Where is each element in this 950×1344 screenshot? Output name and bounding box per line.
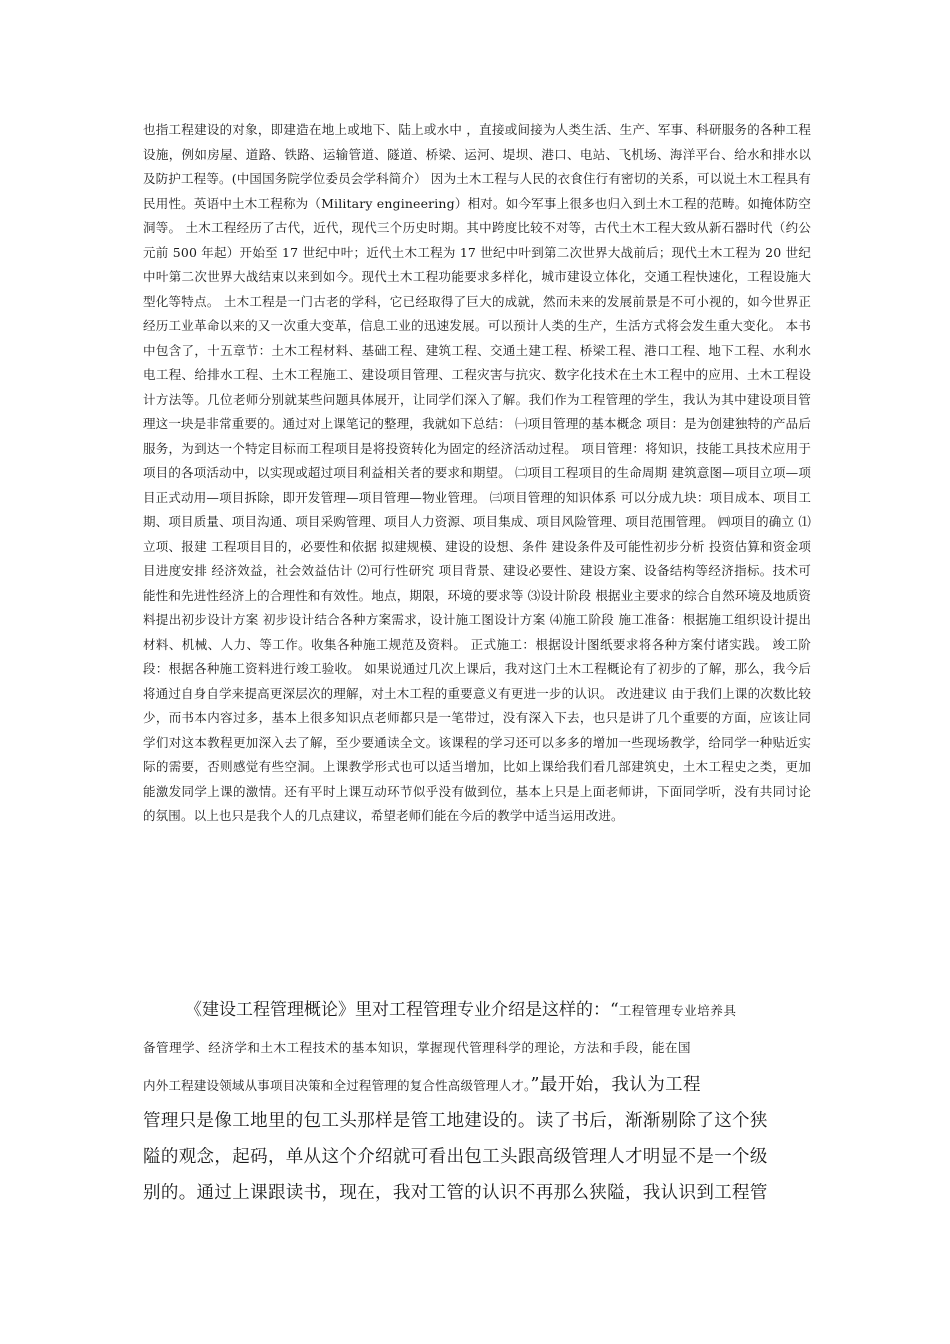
text-run-large: 《建设工程管理概论》里对工程管理专业介绍是这样的：“ [185, 1000, 619, 1020]
paragraph-line [143, 991, 813, 1029]
paragraph-line: 隘的观念，起码，单从这个介绍就可看出包工头跟高级管理人才明显不是一个级 [143, 1147, 768, 1167]
paragraph-line: 备管理学、经济学和土木工程技术的基本知识，掌握现代管理科学的理论，方法和手段，能在国 [143, 1040, 692, 1055]
text-run-large: ”最开始，我认为工程 [530, 1075, 701, 1095]
paragraph-line [143, 1067, 813, 1103]
body-paragraph-civil-engineering: 也指工程建设的对象，即建造在地上或地下、陆上或水中 ，直接或间接为人类生活、生产、军事、科研服务的各种工程设施，例如房屋、道路、铁路、运输管道、隧道、桥梁、运河、堤坝、港口、电站、飞机场、海洋平台、给水和排水以及防护工程等。(中国国务院学位委员会学科简介） 因为土木工程与人民的衣食住行有密切的关系，可以说土木工程具有民用性。英语中土木工程称为（Military engineering）相对。如今军事上很多也归入到土木工程的范畴。如掩体防空洞等。 土木工程经历了古代，近代，现代三个历史时期。其中跨度比较不对等，古代土木工程大致从新石器时代（约公元前 500 年起）开始至 17 世纪中叶；近代土木工程为 17 世纪中叶到第二次世界大战前后；现代土木工程为 20 世纪中叶第二次世界大战结束以来到如今。现代土木工程功能要求多样化，城市建设立体化，交通工程快速化，工程设施大型化等特点。 土木工程是一门古老的学科，它已经取得了巨大的成就，然而未来的发展前景是不可小视的，如今世界正经历工业革命以来的又一次重大变革，信息工业的迅速发展。可以预计人类的生产，生活方式将会发生重大变化。 本书中包含了，十五章节：土木工程材料、基础工程、建筑工程、交通土建工程、桥梁工程、港口工程、地下工程、水利水电工程、给排水工程、土木工程施工、建设项目管理、工程灾害与抗灾、数字化技术在土木工程中的应用、土木工程设计方法等。几位老师分别就某些问题具体展开，让同学们深入了解。我们作为工程管理的学生，我认为其中建设项目管理这一块是非常重要的。通过对上课笔记的整理，我就如下总结： ㈠项目管理的基本概念 项目：是为创建独特的产品后服务，为到达一个特定目标而工程项目是将投资转化为固定的经济活动过程。 项目管理：将知识，技能工具技术应用于项目的各项活动中，以实现或超过项目利益相关者的要求和期望。 ㈡项目工程项目的生命周期 建筑意图—项目立项—项目正式动用—项目拆除，即开发管理—项目管理—物业管理。 ㈢项目管理的知识体系 可以分成九块：项目成本、项目工期、项目质量、项目沟通、项目采购管理、项目人力资源、项目集成、项目风险管理、项目范围管理。 ㈣项目的确立 ⑴立项、报建 工程项目目的，必要性和依据 拟建规模、建设的设想、条件 建设条件及可能性初步分析 投资估算和资金项目进度安排 经济效益，社会效益估计 ⑵可行性研究 项目背景、建设必要性、建设方案、设备结构等经济指标。技术可能性和先进性经济上的合理性和有效性。地点，期限，环境的要求等 ⑶设计阶段 根据业主要求的综合自然环境及地质资料提出初步设计方案 初步设计结合各种方案需求，设计施工图设计方案 ⑷施工阶段 施工准备：根据施工组织设计提出材料、机械、人力、等工作。收集各种施工规范及资料。 正式施工：根据设计图纸要求将各种方案付诸实践。 竣工阶段：根据各种施工资料进行竣工验收。 如果说通过几次上课后，我对这门土木工程概论有了初步的了解，那么，我今后将通过自身自学来提高更深层次的理解，对土木工程的重要意义有更进一步的认识。 改进建议 由于我们上课的次数比较少，而书本内容过多，基本上很多知识点老师都只是一笔带过，没有深入下去，也只是讲了几个重要的方面，应该让同学们对这本教程更加深入去了解，至少要通读全文。该课程的学习还可以多多的增加一些现场教学，给同学一种贴近实际的需要，否则感觉有些空洞。上课教学形式也可以适当增加，比如上课给我们看几部建筑史，土木工程史之类，更加能激发同学上课的激情。还有平时上课互动环节似乎没有做到位，基本上只是上面老师讲，下面同学听，没有共同讨论的氛围。以上也只是我个人的几点建议，希望老师们能在今后的教学中适当运用改进。 [143, 122, 811, 823]
body-paragraph-management-intro [143, 991, 813, 1211]
text-run-small: 内外工程建设领域从事项目决策和全过程管理的复合性高级管理人才。 [143, 1078, 531, 1093]
paragraph-line: 别的。通过上课跟读书，现在，我对工管的认识不再那么狭隘，我认识到工程管 [143, 1183, 768, 1203]
text-run-small: 工程管理专业培养具 [618, 1003, 737, 1018]
paragraph-line: 管理只是像工地里的包工头那样是管工地建设的。读了书后，渐渐剔除了这个狭 [143, 1111, 768, 1131]
